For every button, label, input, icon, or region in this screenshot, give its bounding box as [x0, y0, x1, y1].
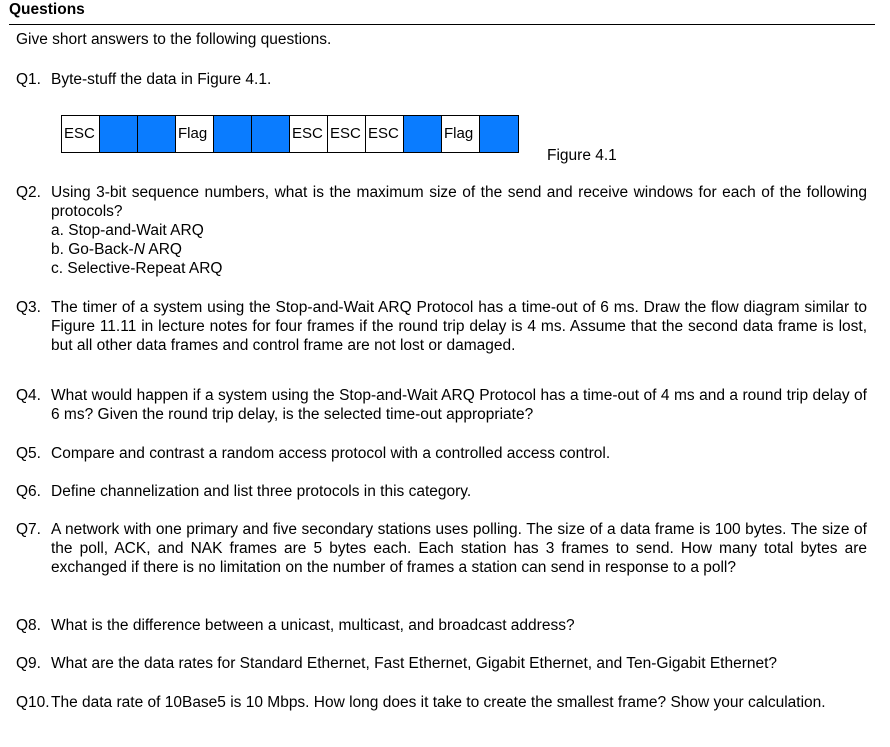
question-text: Define channelization and list three protocols in this category.	[51, 483, 472, 500]
question-number: Q1.	[16, 71, 41, 88]
figure-frame-diagram	[61, 115, 519, 153]
question-text: The timer of a system using the Stop-and-Wait ARQ Protocol has a time-out of 6 ms. Draw the flow diagram similar to Figure 11.11 in lecture notes for four frames if the round trip delay is 4 ms. Assume that the second data frame is lost, but all other data frames and control frame are not lost or damaged.	[51, 299, 867, 354]
question-number: Q7.	[16, 521, 41, 538]
question-2	[16, 183, 867, 278]
question-text: What is the difference between a unicast, multicast, and broadcast address?	[51, 617, 575, 634]
frame-cell-esc: ESC	[290, 116, 328, 152]
figure-caption: Figure 4.1	[547, 147, 617, 164]
question-10	[16, 693, 867, 712]
frame-cell-data	[214, 116, 252, 152]
frame-cell-data	[100, 116, 138, 152]
question-number: Q9.	[16, 655, 41, 672]
question-number: Q8.	[16, 617, 41, 634]
frame-cell-esc: ESC	[328, 116, 366, 152]
question-text: The data rate of 10Base5 is 10 Mbps. How long does it take to create the smallest frame? Show your calculation.	[51, 694, 826, 711]
option-c: c. Selective-Repeat ARQ	[51, 260, 223, 277]
question-4	[16, 386, 867, 424]
question-number: Q6.	[16, 483, 41, 500]
question-text: Byte-stuff the data in Figure 4.1.	[51, 71, 272, 88]
question-text: Using 3-bit sequence numbers, what is the maximum size of the send and receive windows for each of the following protocols?	[51, 184, 867, 220]
question-number: Q3.	[16, 299, 41, 316]
question-6	[16, 482, 867, 501]
frame-cell-flag: Flag	[442, 116, 480, 152]
question-text: Compare and contrast a random access protocol with a controlled access control.	[51, 445, 611, 462]
frame-cell-esc: ESC	[62, 116, 100, 152]
heading-divider	[9, 24, 875, 25]
question-text: What would happen if a system using the Stop-and-Wait ARQ Protocol has a time-out of 4 ms and a round trip delay of 6 ms? Given the round trip delay, is the selected time-out appropriate?	[51, 387, 867, 423]
question-number: Q10.	[16, 694, 50, 711]
question-8	[16, 616, 867, 635]
question-text: A network with one primary and five secondary stations uses polling. The size of a data frame is 100 bytes. The size of the poll, ACK, and NAK frames are 5 bytes each. Each station has 3 frames to send. How many total bytes are exchanged if there is no limitation on the number of frames a station can send in response to a poll?	[51, 521, 867, 576]
question-number: Q4.	[16, 387, 41, 404]
question-5	[16, 444, 867, 463]
frame-cell-esc: ESC	[366, 116, 404, 152]
frame-cell-data	[138, 116, 176, 152]
frame-cell-data	[404, 116, 442, 152]
instructions-text: Give short answers to the following questions.	[16, 31, 332, 48]
question-9	[16, 654, 867, 673]
frame-cell-data	[252, 116, 290, 152]
question-number: Q2.	[16, 184, 41, 201]
frame-cell-data	[480, 116, 518, 152]
frame-cell-flag: Flag	[176, 116, 214, 152]
option-a: a. Stop-and-Wait ARQ	[51, 222, 204, 239]
section-heading: Questions	[9, 1, 85, 18]
question-3	[16, 298, 867, 355]
option-b: b. Go-Back-N ARQ	[51, 241, 182, 258]
question-1	[16, 70, 867, 89]
question-7	[16, 520, 867, 577]
question-text: What are the data rates for Standard Ethernet, Fast Ethernet, Gigabit Ethernet, and Ten-Gigabit Ethernet?	[51, 655, 778, 672]
question-number: Q5.	[16, 445, 41, 462]
